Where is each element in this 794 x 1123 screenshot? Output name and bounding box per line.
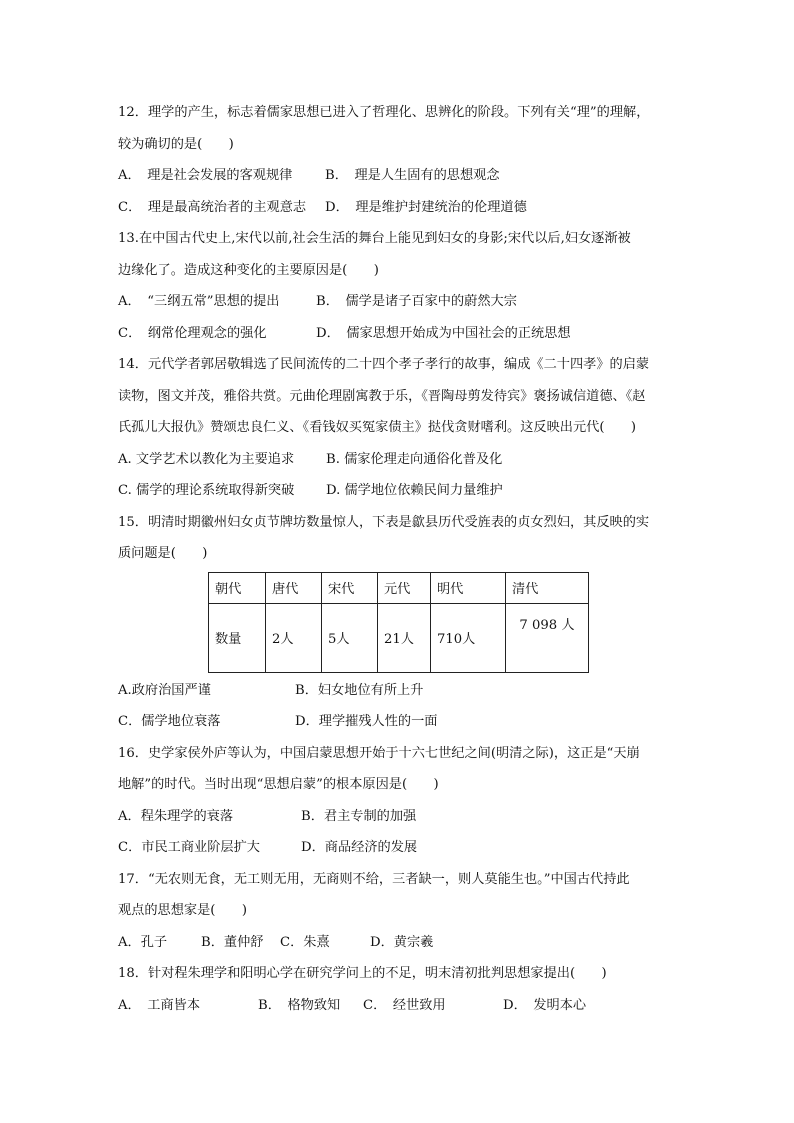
table-cell: 清代 [506,572,589,603]
question-17 [118,864,688,959]
exam-page [118,97,688,1021]
option-c: C． 纲常伦理观念的强化 [118,325,267,341]
option-d: D． 发明本心 [503,997,587,1013]
options-row [118,801,688,833]
option-b: B．君主专制的加强 [301,808,417,824]
option-c: C. 儒学的理论系统取得新突破 [118,483,295,498]
chastity-arch-table [208,572,589,673]
question-stem: 13.在中国古代史上,宋代以前,社会生活的舞台上能见到妇女的身影;宋代以后,妇女逐渐被 [118,231,631,246]
option-a: A．孔子 [118,934,168,950]
option-d: D．理学摧残人性的一面 [295,714,438,729]
options-row [118,286,688,318]
options-row [118,444,688,476]
options-row [118,318,688,350]
option-b: B．妇女地位有所上升 [295,682,424,698]
question-stem: 氏孤儿大报仇》赞颂忠良仁义、《看钱奴买冤家债主》挞伐贪财嗜利。这反映出元代( ) [118,420,636,435]
options-row [118,832,688,864]
table-cell: 5人 [322,603,378,672]
option-b: B． 格物致知 [258,997,341,1013]
options-row [118,475,688,507]
question-13 [118,223,688,349]
option-c: C．儒学地位衰落 [118,714,221,729]
question-stem: 16．史学家侯外庐等认为，中国启蒙思想开始于十六七世纪之间(明清之际)，这正是“天崩 [118,745,640,761]
option-a: A． 工商皆本 [118,997,201,1013]
question-12 [118,97,688,223]
table-cell: 元代 [378,572,431,603]
table-cell: 2人 [266,603,322,672]
table-cell: 数量 [209,603,266,672]
option-b: B． 理是人生固有的思想观念 [325,168,500,183]
option-c: C． 理是最高统治者的主观意志 [118,199,307,215]
option-a: A. 文学艺术以教化为主要追求 [118,451,295,467]
options-row [118,990,688,1022]
option-a: A.政府治国严谨 [118,682,211,698]
option-d: D. 儒学地位依赖民间力量维护 [326,483,503,498]
question-stem: 质问题是( ) [118,546,208,561]
question-18 [118,958,688,1021]
table-cell: 7 098 人 [506,603,589,672]
option-a: A． 理是社会发展的客观规律 [118,168,293,183]
question-stem: 17．“无农则无食，无工则无用，无商则不给，三者缺一，则人莫能生也。”中国古代持此 [118,871,630,887]
question-15 [118,507,688,738]
option-c: C．市民工商业阶层扩大 [118,840,260,855]
question-stem: 读物，图文并茂，雅俗共赏。元曲伦理剧寓教于乐，《晋陶母剪发待宾》褒扬诚信道德、《赵 [118,388,646,404]
option-d: D．黄宗羲 [370,934,434,950]
option-b: B． 儒学是诸子百家中的蔚然大宗 [316,294,517,309]
table-header-row [209,572,589,603]
question-stem: 12．理学的产生，标志着儒家思想已进入了哲理化、思辨化的阶段。下列有关“理”的理解， [118,105,650,120]
question-stem: 边缘化了。造成这种变化的主要原因是( ) [118,262,379,278]
option-b: B．董仲舒 [201,934,264,950]
question-stem: 15．明清时期徽州妇女贞节牌坊数量惊人，下表是歙县历代受旌表的贞女烈妇，其反映的实 [118,514,650,530]
table-cell: 唐代 [266,572,322,603]
option-a: A．程朱理学的衰落 [118,808,234,824]
option-d: D．商品经济的发展 [301,840,418,855]
options-row [118,192,688,224]
question-stem: 观点的思想家是( ) [118,903,247,918]
question-stem: 18．针对程朱理学和阳明心学在研究学问上的不足，明末清初批判思想家提出( ) [118,966,607,981]
options-row [118,706,688,738]
options-row [118,160,688,192]
table-cell: 宋代 [322,572,378,603]
table-cell: 朝代 [209,572,266,603]
options-row [118,927,688,959]
option-d: D． 儒家思想开始成为中国社会的正统思想 [316,325,571,341]
question-stem: 地解”的时代。当时出现“思想启蒙”的根本原因是( ) [118,777,439,792]
option-b: B. 儒家伦理走向通俗化普及化 [326,451,503,467]
table-row [209,603,589,672]
question-stem: 14．元代学者郭居敬辑选了民间流传的二十四个孝子孝行的故事，编成《二十四孝》的启蒙 [118,357,650,372]
option-d: D． 理是维护封建统治的伦理道德 [325,199,527,215]
question-16 [118,738,688,864]
option-c: C．朱熹 [280,934,330,950]
question-14 [118,349,688,507]
table-cell: 明代 [431,572,506,603]
table-cell: 710人 [431,603,506,672]
table-cell: 21人 [378,603,431,672]
question-stem: 较为确切的是( ) [118,136,234,152]
option-c: C． 经世致用 [363,997,446,1013]
option-a: A． “三纲五常”思想的提出 [118,294,280,309]
options-row [118,675,688,707]
